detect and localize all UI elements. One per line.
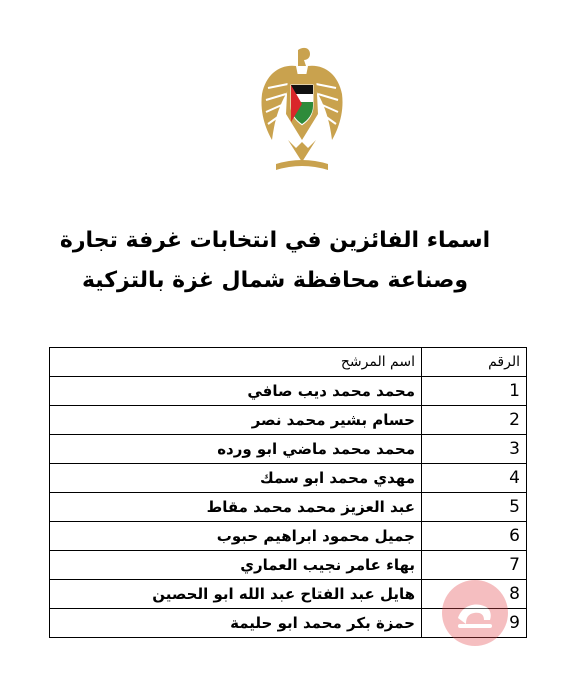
- row-number: 9: [422, 609, 527, 638]
- table-header-row: [50, 348, 527, 377]
- table-row: [50, 377, 527, 406]
- palestinian-eagle-emblem-icon: [258, 44, 346, 180]
- name-column-header: اسم المرشح: [50, 348, 422, 377]
- candidate-name: جميل محمود ابراهيم حبوب: [50, 522, 422, 551]
- table-row: [50, 551, 527, 580]
- news-watermark-logo-icon: [440, 578, 510, 648]
- candidate-name: مهدي محمد ابو سمك: [50, 464, 422, 493]
- candidate-name: حسام بشير محمد نصر: [50, 406, 422, 435]
- table-row: [50, 493, 527, 522]
- candidate-name: هايل عبد الفتاح عبد الله ابو الحصين: [50, 580, 422, 609]
- row-number: 6: [422, 522, 527, 551]
- document-title-line-1: اسماء الفائزين في انتخابات غرفة تجارة: [59, 228, 491, 253]
- candidate-name: عبد العزيز محمد محمد مقاط: [50, 493, 422, 522]
- row-number: 8: [422, 580, 527, 609]
- table-row: [50, 406, 527, 435]
- row-number: 2: [422, 406, 527, 435]
- table-row: [50, 522, 527, 551]
- row-number: 7: [422, 551, 527, 580]
- candidate-name: محمد محمد ديب صافي: [50, 377, 422, 406]
- table-row: [50, 435, 527, 464]
- candidate-name: بهاء عامر نجيب العماري: [50, 551, 422, 580]
- row-number: 1: [422, 377, 527, 406]
- candidate-name: حمزة بكر محمد ابو حليمة: [50, 609, 422, 638]
- row-number: 5: [422, 493, 527, 522]
- row-number: 3: [422, 435, 527, 464]
- candidate-name: محمد محمد ماضي ابو ورده: [50, 435, 422, 464]
- row-number: 4: [422, 464, 527, 493]
- document-title-line-2: وصناعة محافظة شمال غزة بالتزكية: [81, 268, 469, 293]
- table-row: [50, 464, 527, 493]
- number-column-header: الرقم: [422, 348, 527, 377]
